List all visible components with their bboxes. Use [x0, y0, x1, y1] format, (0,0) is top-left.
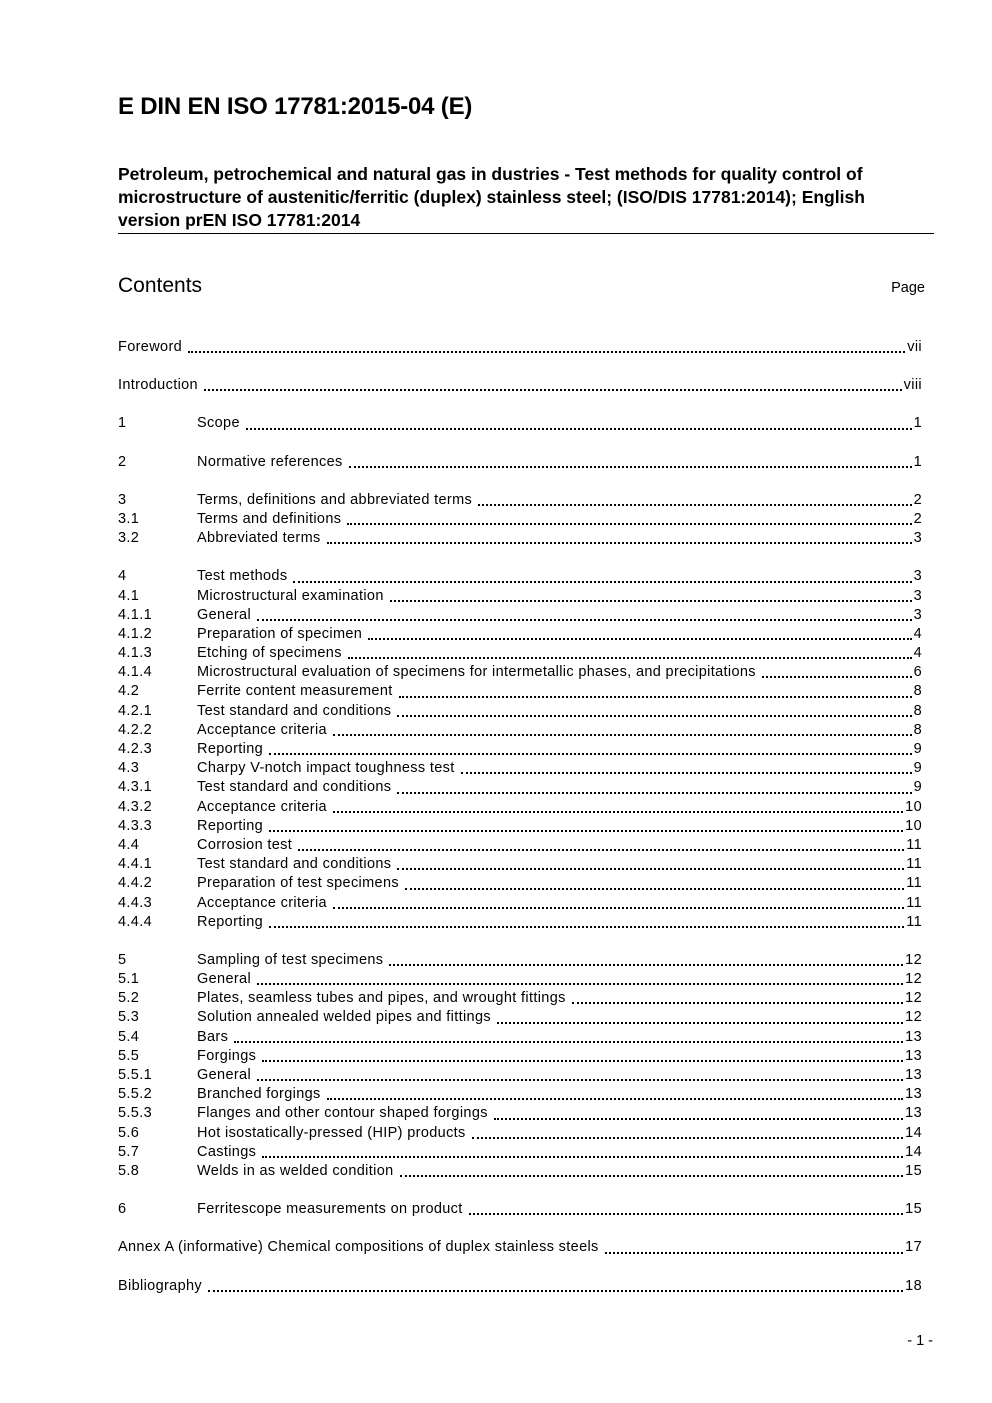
toc-dot-leader [572, 992, 903, 1004]
toc-entry[interactable] [118, 836, 922, 855]
toc-entry[interactable] [118, 855, 922, 874]
toc-entry-title: Acceptance criteria [197, 798, 327, 815]
toc-entry-page: 3 [913, 568, 922, 585]
toc-entry-number: 5 [118, 951, 127, 968]
toc-entry-title: General [197, 606, 252, 623]
contents-heading: Contents [118, 274, 203, 297]
toc-entry[interactable] [118, 453, 922, 472]
toc-entry-title: Microstructural evaluation of specimens for intermetallic phases, and precipitations [197, 664, 756, 681]
toc-entry[interactable] [118, 721, 922, 740]
toc-dot-leader [208, 1280, 903, 1292]
toc-entry-number: 4.4.3 [118, 894, 152, 911]
toc-entry-page: 4 [913, 645, 922, 662]
toc-entry-page: 13 [905, 1047, 922, 1064]
toc-dot-leader [234, 1031, 903, 1043]
toc-entry[interactable] [118, 644, 922, 663]
toc-entry-page: 17 [905, 1239, 922, 1256]
toc-entry-page: 12 [905, 951, 922, 968]
toc-dot-leader [257, 609, 912, 621]
toc-entry-title: Reporting [197, 817, 264, 834]
toc-entry-number: 5.1 [118, 971, 140, 988]
toc-entry-title: Ferritescope measurements on product [197, 1201, 463, 1218]
toc-entry-title: Sampling of test specimens [197, 951, 384, 968]
toc-dot-leader [397, 858, 904, 870]
toc-dot-leader [333, 897, 904, 909]
toc-entry[interactable] [118, 798, 922, 817]
toc-entry[interactable] [118, 491, 922, 510]
toc-entry-title: Normative references [197, 453, 343, 470]
toc-entry-title: Test standard and conditions [197, 702, 392, 719]
toc-entry-title: Bars [197, 1028, 229, 1045]
toc-dot-leader [368, 628, 911, 640]
toc-entry[interactable] [118, 989, 922, 1008]
toc-entry-number: 3.2 [118, 530, 140, 547]
toc-dot-leader [497, 1012, 903, 1024]
toc-entry-page: 1 [913, 453, 922, 470]
toc-entry-number: 1 [118, 415, 127, 432]
toc-dot-leader [333, 724, 912, 736]
toc-entry[interactable] [118, 338, 922, 357]
toc-entry[interactable] [118, 1008, 922, 1027]
toc-dot-leader [347, 513, 911, 525]
toc-entry-number: 4.2.3 [118, 741, 152, 757]
toc-entry-page: 3 [913, 587, 922, 604]
toc-dot-leader [397, 782, 911, 794]
toc-entry-page: 10 [905, 798, 922, 815]
toc-entry-title: Foreword [118, 339, 183, 355]
toc-entry-number: 4.1.1 [118, 606, 152, 623]
toc-entry-number: 4.2.2 [118, 721, 152, 738]
toc-entry-title: Abbreviated terms [197, 530, 321, 547]
toc-dot-leader [469, 1203, 903, 1215]
toc-dot-leader [349, 456, 912, 468]
toc-dot-leader [293, 571, 911, 583]
toc-dot-leader [762, 666, 912, 678]
toc-entry[interactable] [118, 567, 922, 586]
toc-entry-number: 4.1.4 [118, 664, 152, 681]
toc-entry[interactable] [118, 913, 922, 932]
toc-entry-title: Test methods [197, 568, 288, 585]
toc-entry-number: 4.1.3 [118, 645, 152, 662]
toc-entry-title: Etching of specimens [197, 645, 342, 662]
toc-entry-number: 4.4.1 [118, 856, 152, 873]
footer-page-number: - 1 - [907, 1333, 933, 1349]
toc-entry-title: Annex A (informative) Chemical compositions of duplex stainless steels [118, 1239, 599, 1256]
document-subtitle: Petroleum, petrochemical and natural gas in dustries - Test methods for quality control of microstructure of austenitic/ferritic (duplex) stainless steel; (ISO/DIS 17781:2014); English version prEN ISO 17781:2014 [118, 164, 865, 230]
toc-entry-page: 12 [905, 971, 922, 988]
toc-entry[interactable] [118, 376, 922, 395]
toc-entry-page: 13 [905, 1086, 922, 1103]
toc-dot-leader [269, 820, 903, 832]
toc-entry[interactable] [118, 1277, 922, 1296]
toc-entry-page: 3 [913, 530, 922, 547]
toc-entry[interactable] [118, 1162, 922, 1181]
toc-entry[interactable] [118, 1066, 922, 1085]
toc-entry-page: 14 [905, 1143, 922, 1160]
toc-entry[interactable] [118, 759, 922, 778]
toc-entry-number: 2 [118, 453, 127, 470]
toc-dot-leader [269, 743, 912, 755]
toc-entry-page: viii [903, 377, 922, 394]
toc-entry-page: 11 [906, 856, 922, 873]
toc-dot-leader [478, 494, 911, 506]
toc-dot-leader [605, 1242, 904, 1254]
toc-entry-number: 3 [118, 491, 127, 508]
toc-dot-leader [262, 1050, 903, 1062]
toc-dot-leader [397, 705, 911, 717]
toc-entry-title: Acceptance criteria [197, 894, 327, 911]
toc-entry-number: 4.1.2 [118, 625, 152, 642]
toc-dot-leader [390, 590, 912, 602]
toc-entry[interactable] [118, 625, 922, 644]
toc-entry-number: 5.2 [118, 990, 140, 1007]
toc-entry-number: 5.3 [118, 1009, 140, 1026]
toc-entry-number: 5.5.2 [118, 1086, 152, 1103]
toc-entry-page: 12 [905, 990, 922, 1007]
toc-dot-leader [405, 878, 904, 890]
toc-entry-page: 8 [913, 683, 922, 700]
toc-entry-title: Flanges and other contour shaped forgings [197, 1105, 488, 1122]
toc-entry-title: Welds in as welded condition [197, 1162, 394, 1179]
toc-entry-number: 4.2 [118, 683, 140, 700]
toc-entry-number: 3.1 [118, 510, 140, 527]
toc-entry-title: Microstructural examination [197, 587, 384, 604]
toc-entry[interactable] [118, 414, 922, 433]
toc-entry[interactable] [118, 817, 922, 836]
toc-entry-number: 5.5.1 [118, 1067, 152, 1083]
toc-entry-title: Reporting [197, 741, 264, 757]
toc-entry-title: Forgings [197, 1047, 257, 1064]
toc-entry-page: 4 [913, 625, 922, 642]
toc-entry-number: 4.4.4 [118, 913, 152, 930]
toc-entry-page: 8 [913, 702, 922, 719]
toc-entry-number: 4 [118, 568, 127, 585]
toc-entry-number: 5.8 [118, 1162, 140, 1179]
toc-entry-title: Terms and definitions [197, 510, 342, 527]
toc-entry[interactable] [118, 970, 922, 989]
toc-entry-page: vii [907, 339, 922, 355]
toc-entry-title: Plates, seamless tubes and pipes, and wrought fittings [197, 990, 566, 1007]
toc-entry-page: 1 [913, 415, 922, 432]
toc-entry-number: 5.7 [118, 1143, 140, 1160]
toc-entry-page: 6 [913, 664, 922, 681]
toc-entry-number: 5.4 [118, 1028, 140, 1045]
table-of-contents [118, 338, 922, 1296]
toc-entry-number: 4.4.2 [118, 875, 152, 892]
title-rule [118, 233, 934, 234]
toc-entry[interactable] [118, 1124, 922, 1143]
toc-entry-title: Preparation of test specimens [197, 875, 399, 892]
toc-entry[interactable] [118, 740, 922, 759]
toc-entry-page: 13 [905, 1028, 922, 1045]
toc-entry[interactable] [118, 1143, 922, 1162]
toc-entry-title: Castings [197, 1143, 257, 1160]
toc-entry-title: Test standard and conditions [197, 779, 392, 796]
toc-entry-title: Corrosion test [197, 836, 293, 853]
toc-entry-title: Hot isostatically-pressed (HIP) products [197, 1124, 466, 1141]
toc-dot-leader [399, 686, 912, 698]
toc-entry-title: Introduction [118, 377, 198, 394]
toc-entry[interactable] [118, 1028, 922, 1047]
toc-dot-leader [327, 1088, 904, 1100]
toc-entry[interactable] [118, 587, 922, 606]
toc-entry-page: 8 [913, 721, 922, 738]
toc-entry-title: Reporting [197, 913, 264, 930]
toc-entry-number: 4.3.3 [118, 817, 152, 834]
toc-entry[interactable] [118, 606, 922, 625]
toc-entry-page: 2 [913, 491, 922, 508]
toc-entry-number: 4.2.1 [118, 702, 152, 719]
toc-entry-number: 4.1 [118, 587, 140, 604]
toc-entry-number: 4.3.2 [118, 798, 152, 815]
document-title: E DIN EN ISO 17781:2015-04 (E) [118, 93, 473, 120]
toc-dot-leader [461, 762, 912, 774]
toc-entry-title: Ferrite content measurement [197, 683, 393, 700]
toc-entry[interactable] [118, 874, 922, 893]
toc-dot-leader [472, 1127, 904, 1139]
toc-entry[interactable] [118, 682, 922, 701]
toc-entry-page: 15 [905, 1201, 922, 1218]
toc-entry-number: 4.4 [118, 836, 140, 853]
toc-entry-page: 12 [905, 1009, 922, 1026]
toc-entry[interactable] [118, 1085, 922, 1104]
toc-entry[interactable] [118, 1047, 922, 1066]
toc-entry[interactable] [118, 1200, 922, 1219]
toc-entry-title: Solution annealed welded pipes and fittings [197, 1009, 491, 1026]
toc-entry-page: 14 [905, 1124, 922, 1141]
toc-entry-title: Bibliography [118, 1277, 202, 1294]
toc-entry-number: 4.3 [118, 760, 140, 777]
toc-dot-leader [188, 341, 905, 353]
page-column-heading: Page [891, 280, 925, 296]
toc-entry-page: 9 [913, 760, 922, 777]
toc-entry-page: 10 [905, 817, 922, 834]
toc-entry-title: Preparation of specimen [197, 625, 363, 642]
toc-dot-leader [262, 1146, 903, 1158]
toc-entry-title: Branched forgings [197, 1086, 321, 1103]
toc-entry-page: 11 [906, 894, 922, 911]
toc-entry-title: Scope [197, 415, 240, 432]
toc-entry-number: 5.5 [118, 1047, 140, 1064]
toc-entry-page: 13 [905, 1105, 922, 1122]
toc-entry-page: 9 [913, 779, 922, 796]
toc-entry[interactable] [118, 663, 922, 682]
toc-dot-leader [269, 916, 904, 928]
toc-entry-page: 2 [913, 510, 922, 527]
toc-dot-leader [400, 1165, 904, 1177]
toc-dot-leader [298, 839, 904, 851]
toc-dot-leader [389, 954, 903, 966]
toc-dot-leader [257, 1069, 903, 1081]
toc-entry-title: Charpy V-notch impact toughness test [197, 760, 455, 777]
toc-entry[interactable] [118, 510, 922, 529]
toc-entry-title: General [197, 1067, 252, 1083]
toc-entry[interactable] [118, 702, 922, 721]
toc-entry-title: General [197, 971, 252, 988]
toc-entry[interactable] [118, 1104, 922, 1123]
toc-dot-leader [257, 973, 903, 985]
toc-entry[interactable] [118, 1238, 922, 1257]
toc-entry-page: 13 [905, 1067, 922, 1083]
toc-entry-number: 6 [118, 1201, 127, 1218]
toc-entry[interactable] [118, 951, 922, 970]
toc-entry[interactable] [118, 529, 922, 548]
toc-entry-page: 11 [906, 913, 922, 930]
toc-entry-page: 9 [913, 741, 922, 757]
toc-entry[interactable] [118, 894, 922, 913]
toc-entry-title: Acceptance criteria [197, 721, 327, 738]
toc-entry-page: 11 [906, 875, 922, 892]
toc-dot-leader [246, 418, 912, 430]
toc-entry-page: 18 [905, 1277, 922, 1294]
toc-entry-title: Terms, definitions and abbreviated terms [197, 491, 473, 508]
toc-entry-title: Test standard and conditions [197, 856, 392, 873]
toc-dot-leader [204, 379, 902, 391]
toc-entry-page: 15 [905, 1162, 922, 1179]
toc-dot-leader [348, 647, 912, 659]
toc-entry-number: 5.6 [118, 1124, 140, 1141]
toc-dot-leader [327, 532, 912, 544]
toc-dot-leader [494, 1108, 903, 1120]
toc-entry-page: 3 [913, 606, 922, 623]
toc-entry-number: 4.3.1 [118, 779, 152, 796]
toc-dot-leader [333, 801, 903, 813]
toc-entry-number: 5.5.3 [118, 1105, 152, 1122]
toc-entry-page: 11 [906, 836, 922, 853]
toc-entry[interactable] [118, 778, 922, 797]
